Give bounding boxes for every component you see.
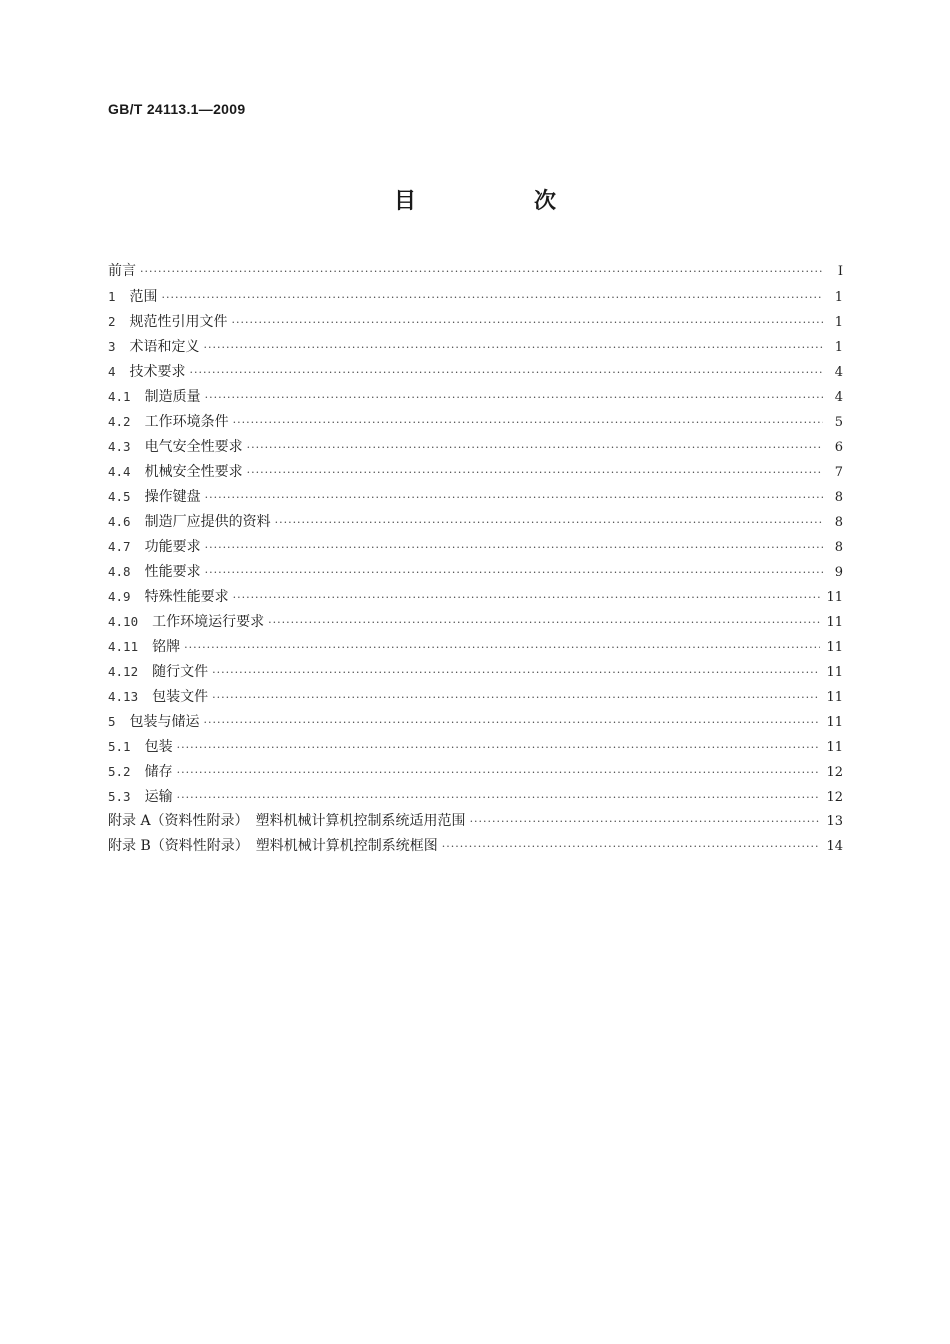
- toc-entry-text: 前言: [108, 263, 136, 279]
- toc-entry-gap: [131, 564, 145, 580]
- toc-entry-text: 附录 A（资料性附录） 塑料机械计算机控制系统适用范围: [108, 813, 466, 829]
- toc-entry[interactable]: [108, 809, 843, 834]
- toc-leader-dots: [205, 560, 823, 585]
- toc-leader-dots: [212, 685, 820, 710]
- toc-entry[interactable]: [108, 634, 843, 659]
- toc-entry-label: [108, 734, 173, 760]
- toc-entry-text: 技术要求: [129, 364, 186, 380]
- toc-entry-page: 13: [826, 814, 843, 829]
- toc-entry-gap: [116, 314, 130, 330]
- toc-entry-label: [108, 634, 180, 660]
- toc-entry-page: 5: [834, 415, 843, 430]
- toc-entry-label: [108, 459, 243, 485]
- toc-entry-number: 4.2: [108, 414, 131, 429]
- toc-entry-gap: [138, 689, 152, 705]
- toc-entry-label: [108, 834, 438, 859]
- toc-leader-dots: [205, 385, 823, 410]
- toc-leader-dots: [232, 310, 823, 335]
- toc-entry-gap: [131, 514, 145, 530]
- table-of-contents: [108, 259, 843, 859]
- toc-entry-page: 11: [826, 740, 843, 755]
- toc-entry-gap: [131, 589, 145, 605]
- standard-code: GB/T 24113.1—2009: [108, 101, 246, 117]
- toc-entry-label: [108, 509, 271, 535]
- toc-entry-page: Ⅰ: [837, 264, 843, 279]
- toc-entry-number: 2: [108, 314, 116, 329]
- toc-entry[interactable]: [108, 359, 843, 384]
- toc-entry-number: 4.12: [108, 664, 139, 679]
- toc-entry-text: 附录 B（资料性附录） 塑料机械计算机控制系统框图: [108, 838, 438, 854]
- toc-entry-number: 4.8: [108, 564, 131, 579]
- toc-entry-text: 工作环境条件: [144, 414, 229, 430]
- toc-entry-label: [108, 334, 200, 360]
- toc-entry[interactable]: [108, 509, 843, 534]
- toc-entry[interactable]: [108, 709, 843, 734]
- toc-leader-dots: [184, 635, 820, 660]
- toc-entry-gap: [116, 289, 130, 305]
- toc-leader-dots: [204, 710, 821, 735]
- toc-leader-dots: [162, 285, 823, 310]
- toc-entry-label: [108, 259, 136, 284]
- toc-entry-label: [108, 434, 243, 460]
- toc-leader-dots: [275, 510, 823, 535]
- toc-entry[interactable]: [108, 409, 843, 434]
- toc-entry-number: 4.11: [108, 639, 139, 654]
- toc-entry[interactable]: [108, 834, 843, 859]
- toc-entry-number: 4.1: [108, 389, 131, 404]
- toc-entry-page: 11: [826, 590, 843, 605]
- toc-entry-number: 1: [108, 289, 116, 304]
- toc-entry-label: [108, 809, 466, 834]
- toc-leader-dots: [205, 535, 823, 560]
- toc-leader-dots: [205, 485, 823, 510]
- toc-entry-label: [108, 559, 201, 585]
- toc-entry-page: 4: [834, 390, 843, 405]
- toc-leader-dots: [233, 410, 823, 435]
- toc-entry[interactable]: [108, 334, 843, 359]
- toc-entry-label: [108, 309, 228, 335]
- toc-leader-dots: [247, 435, 823, 460]
- toc-entry-number: 5.3: [108, 789, 131, 804]
- toc-entry[interactable]: [108, 659, 843, 684]
- toc-entry[interactable]: [108, 484, 843, 509]
- toc-entry-text: 制造厂应提供的资料: [144, 514, 271, 530]
- toc-entry-gap: [131, 739, 145, 755]
- toc-entry-gap: [131, 539, 145, 555]
- toc-entry-page: 12: [826, 765, 843, 780]
- toc-entry-gap: [131, 389, 145, 405]
- toc-entry-label: [108, 534, 201, 560]
- toc-entry-gap: [131, 439, 145, 455]
- toc-entry-page: 14: [826, 839, 843, 854]
- toc-leader-dots: [268, 610, 820, 635]
- toc-entry-text: 性能要求: [144, 564, 201, 580]
- toc-entry-page: 4: [834, 365, 843, 380]
- toc-entry-gap: [116, 339, 130, 355]
- toc-entry-number: 5.1: [108, 739, 131, 754]
- toc-entry-text: 包装: [144, 739, 173, 755]
- toc-entry-page: 11: [826, 715, 843, 730]
- toc-entry-label: [108, 584, 229, 610]
- toc-entry-number: 3: [108, 339, 116, 354]
- toc-leader-dots: [442, 834, 821, 859]
- toc-entry-label: [108, 384, 201, 410]
- toc-entry[interactable]: [108, 434, 843, 459]
- toc-leader-dots: [190, 360, 823, 385]
- toc-entry-text: 工作环境运行要求: [152, 614, 265, 630]
- toc-entry[interactable]: [108, 559, 843, 584]
- toc-entry-page: 6: [834, 440, 843, 455]
- toc-entry-text: 随行文件: [152, 664, 209, 680]
- toc-entry-text: 功能要求: [144, 539, 201, 555]
- toc-entry[interactable]: [108, 384, 843, 409]
- toc-entry-text: 术语和定义: [129, 339, 200, 355]
- toc-title: 目 次: [393, 189, 604, 214]
- toc-entry-text: 特殊性能要求: [144, 589, 229, 605]
- toc-entry-gap: [131, 464, 145, 480]
- toc-entry-page: 1: [834, 340, 843, 355]
- toc-entry-page: 8: [834, 540, 843, 555]
- toc-entry-text: 包装文件: [152, 689, 209, 705]
- toc-leader-dots: [177, 785, 821, 810]
- toc-entry[interactable]: [108, 734, 843, 759]
- toc-entry-gap: [138, 639, 152, 655]
- toc-entry-text: 范围: [129, 289, 158, 305]
- toc-entry[interactable]: [108, 609, 843, 634]
- toc-leader-dots: [140, 259, 823, 284]
- toc-entry-page: 7: [834, 465, 843, 480]
- toc-entry-page: 1: [834, 290, 843, 305]
- toc-entry-gap: [131, 764, 145, 780]
- toc-entry-number: 5: [108, 714, 116, 729]
- toc-entry-page: 8: [834, 490, 843, 505]
- toc-leader-dots: [247, 460, 823, 485]
- toc-entry[interactable]: [108, 784, 843, 809]
- toc-entry-label: [108, 784, 173, 810]
- toc-entry-page: 12: [826, 790, 843, 805]
- toc-leader-dots: [177, 760, 821, 785]
- toc-entry-gap: [116, 364, 130, 380]
- toc-entry[interactable]: [108, 534, 843, 559]
- toc-entry-label: [108, 359, 186, 385]
- toc-entry-page: 11: [826, 615, 843, 630]
- toc-leader-dots: [177, 735, 821, 760]
- toc-entry-gap: [138, 614, 152, 630]
- toc-entry-number: 4.6: [108, 514, 131, 529]
- toc-entry-gap: [131, 789, 145, 805]
- toc-entry-text: 铭牌: [152, 639, 181, 655]
- toc-leader-dots: [470, 809, 821, 834]
- toc-entry-page: 11: [826, 665, 843, 680]
- toc-entry[interactable]: [108, 284, 843, 309]
- toc-entry-text: 电气安全性要求: [144, 439, 243, 455]
- toc-leader-dots: [204, 335, 823, 360]
- toc-entry-number: 4.5: [108, 489, 131, 504]
- toc-entry-label: [108, 609, 264, 635]
- toc-entry[interactable]: [108, 584, 843, 609]
- toc-entry-page: 8: [834, 515, 843, 530]
- toc-entry-label: [108, 484, 201, 510]
- toc-entry-number: 5.2: [108, 764, 131, 779]
- toc-leader-dots: [212, 660, 820, 685]
- toc-entry[interactable]: [108, 309, 843, 334]
- toc-entry-text: 包装与储运: [129, 714, 200, 730]
- toc-entry-text: 操作键盘: [144, 489, 201, 505]
- toc-entry-label: [108, 659, 208, 685]
- toc-entry-gap: [131, 489, 145, 505]
- toc-entry-number: 4.3: [108, 439, 131, 454]
- toc-entry-page: 11: [826, 640, 843, 655]
- toc-entry-text: 制造质量: [144, 389, 201, 405]
- toc-entry-label: [108, 409, 229, 435]
- toc-entry-text: 储存: [144, 764, 173, 780]
- toc-entry[interactable]: [108, 759, 843, 784]
- toc-entry-number: 4.13: [108, 689, 139, 704]
- toc-entry-number: 4.4: [108, 464, 131, 479]
- toc-entry[interactable]: [108, 684, 843, 709]
- toc-entry[interactable]: [108, 459, 843, 484]
- toc-entry-gap: [131, 414, 145, 430]
- toc-entry-page: 11: [826, 690, 843, 705]
- toc-entry-label: [108, 684, 208, 710]
- toc-entry-text: 运输: [144, 789, 173, 805]
- toc-entry-number: 4.10: [108, 614, 139, 629]
- toc-entry-page: 1: [834, 315, 843, 330]
- toc-entry-label: [108, 284, 158, 310]
- toc-leader-dots: [233, 585, 821, 610]
- toc-entry-number: 4: [108, 364, 116, 379]
- toc-entry-text: 机械安全性要求: [144, 464, 243, 480]
- toc-entry-label: [108, 709, 200, 735]
- toc-entry-text: 规范性引用文件: [129, 314, 228, 330]
- toc-entry-gap: [116, 714, 130, 730]
- toc-entry-gap: [138, 664, 152, 680]
- toc-entry-number: 4.7: [108, 539, 131, 554]
- toc-entry-number: 4.9: [108, 589, 131, 604]
- toc-entry-page: 9: [834, 565, 843, 580]
- toc-entry[interactable]: [108, 259, 843, 284]
- toc-entry-label: [108, 759, 173, 785]
